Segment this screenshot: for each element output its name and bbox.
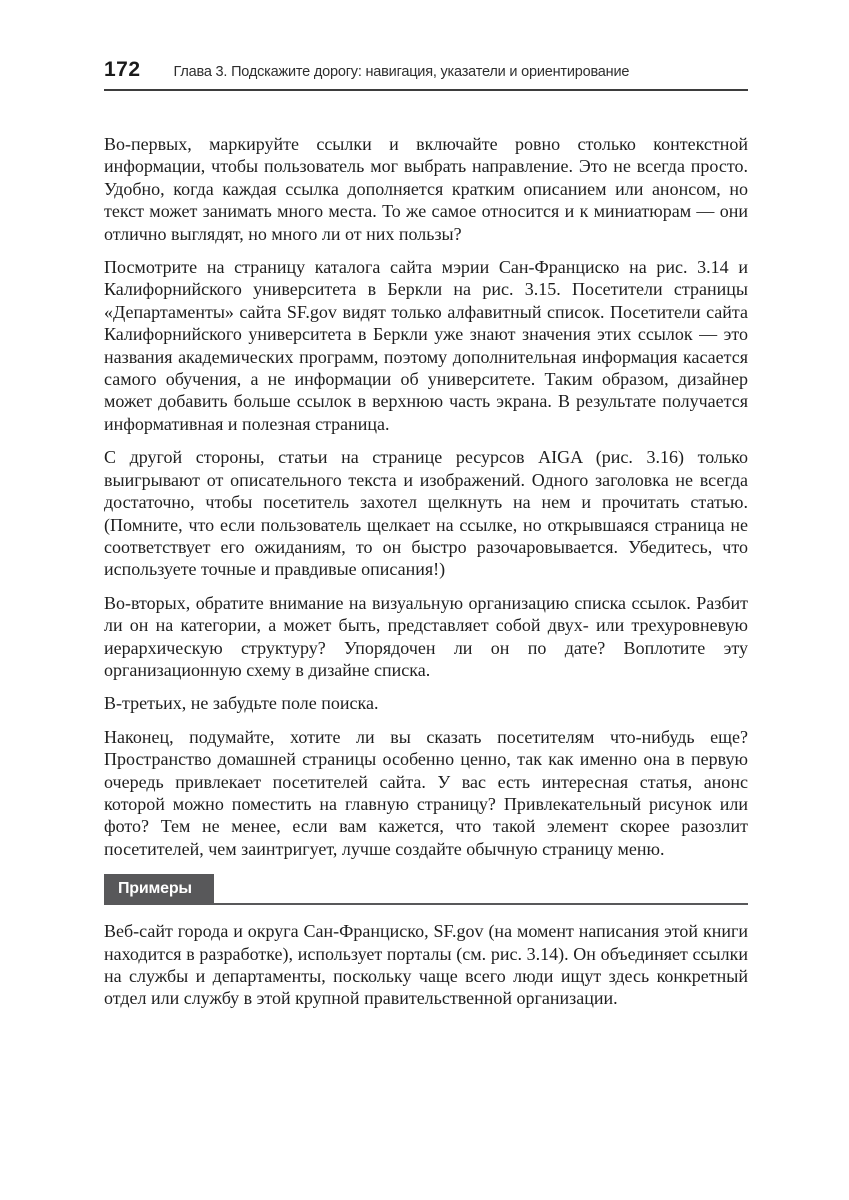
page-body	[104, 133, 748, 1010]
paragraph-examples-sfgov: Веб-сайт города и округа Сан-Франциско, SF.gov (на момент написания этой книги находится в разработке), использует порталы (см. рис. 3.14). Он объединяет ссылки на службы и департаменты, поскольку чаще всего люди ищут здесь конкретный отдел или службу в этой крупной правительственной организации.	[104, 921, 748, 1009]
paragraph-visual-organization: Во-вторых, обратите внимание на визуальную организацию списка ссылок. Разбит ли он на категории, а может быть, представляет собой двух- или трехуровневую иерархическую структуру? Упорядочен ли он по дате? Воплотите эту организационную схему в дизайне списка.	[104, 592, 748, 680]
page-header	[104, 58, 748, 82]
paragraph-homepage-space: Наконец, подумайте, хотите ли вы сказать посетителям что-нибудь еще? Пространство домашней страницы особенно ценно, так как именно она в первую очередь привлекает посетителей сайта. У вас есть интересная статья, анонс которой можно поместить на главную страницу? Привлекательный рисунок или фото? Тем не менее, если вам кажется, что такой элемент скорее разозлит посетителей, чем заинтригует, лучше создайте обычную страницу меню.	[104, 726, 748, 859]
examples-section-header	[104, 874, 748, 905]
paragraph-search-field: В-третьих, не забудьте поле поиска.	[104, 693, 379, 714]
chapter-title: Глава 3. Подскажите дорогу: навигация, указатели и ориентирование	[173, 64, 630, 80]
examples-section-label: Примеры	[104, 874, 214, 903]
paragraph-aiga: С другой стороны, статьи на странице ресурсов AIGA (рис. 3.16) только выигрывают от описательного текста и изображений. Одного заголовка не всегда достаточно, чтобы посетитель захотел щелкнуть на нем и прочитать статью. (Помните, что если пользователь щелкает на ссылке, но открывшаяся страница не соответствует его ожиданиям, то он быстро разочаровывается. Убедитесь, что используете точные и правдивые описания!)	[104, 447, 748, 580]
page-number: 172	[104, 58, 141, 81]
paragraph-links-context: Во-первых, маркируйте ссылки и включайте ровно столько контекстной информации, чтобы пользователь мог выбрать направление. Это не всегда просто. Удобно, когда каждая ссылка дополняется кратким описанием или анонсом, но текст может занимать много места. То же самое относится и к миниатюрам — они отлично выглядят, но много ли от них пользы?	[104, 134, 748, 244]
paragraph-sfgov-berkeley: Посмотрите на страницу каталога сайта мэрии Сан-Франциско на рис. 3.14 и Калифорнийского университета в Беркли на рис. 3.15. Посетители страницы «Департаменты» сайта SF.gov видят только алфавитный список. Посетители сайта Калифорнийского университета в Беркли уже знают значения этих ссылок — это названия академических программ, поэтому дополнительная информация касается самого обучения, а не информации об университете. Таким образом, дизайнер может добавить больше ссылок в верхнюю часть экрана. В результате получается информативная и полезная страница.	[104, 257, 748, 434]
header-rule	[104, 89, 748, 91]
